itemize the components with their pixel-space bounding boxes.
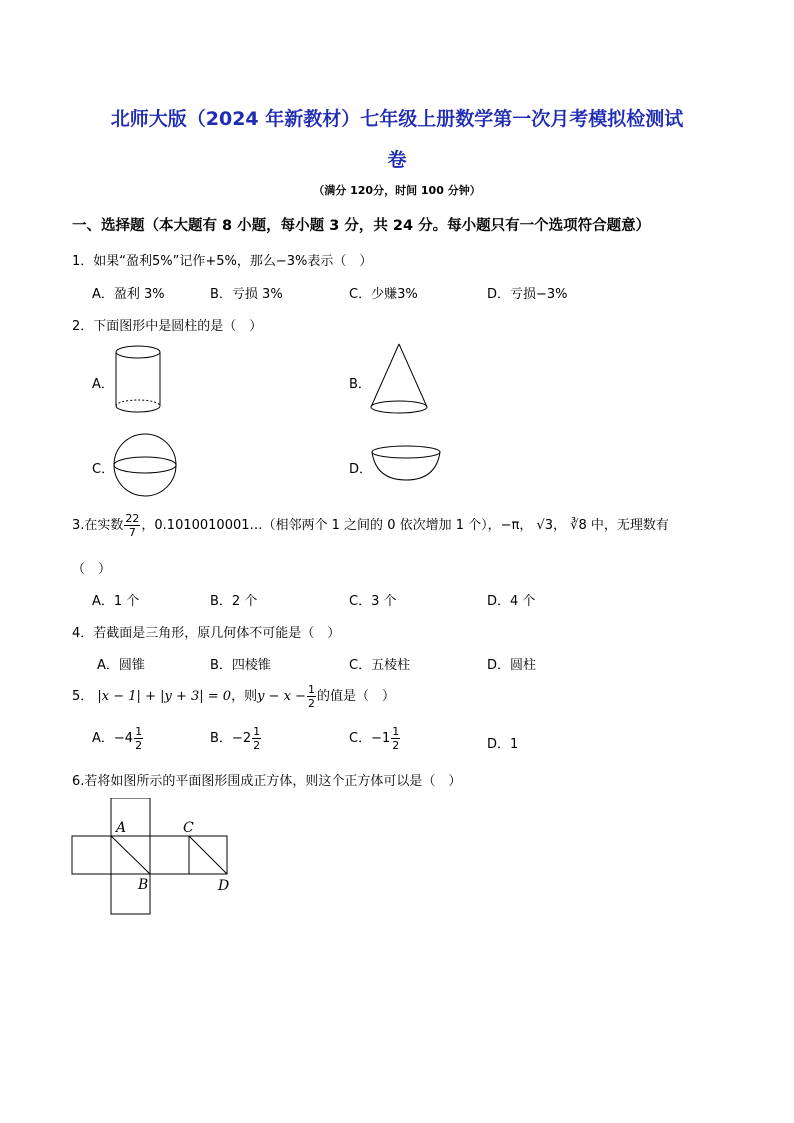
q5-then: ，则	[231, 689, 258, 704]
question-1-stem: 1．如果“盈利5%”记作+5%，那么−3%表示（ ）	[72, 254, 373, 269]
q5-frac-num: 1	[307, 683, 315, 696]
q2-option-b: B．	[349, 377, 371, 392]
q3-middle: ，0.1010010001…（相邻两个 1 之间的 0 依次增加 1 个），−π，	[141, 518, 533, 533]
q3-option-d: D．4 个	[487, 594, 536, 609]
exam-subtitle: （满分 120分，时间 100 分钟）	[313, 184, 481, 197]
q5-b-whole: −2	[231, 731, 252, 746]
q5-option-b	[210, 726, 262, 751]
q3-option-b: B．2 个	[210, 594, 258, 609]
q3-option-c: C．3 个	[349, 594, 397, 609]
q5-option-a	[92, 726, 144, 751]
q3-sqrt3: √3	[536, 518, 554, 533]
q2-option-d: D．	[349, 462, 373, 477]
q5-option-c	[349, 726, 401, 751]
label-a: A	[116, 820, 127, 836]
q5-c-label: C．	[349, 731, 372, 746]
label-c: C	[183, 820, 194, 836]
q3-prefix: 3.在实数	[72, 518, 124, 533]
q3-line2: （ ）	[72, 562, 112, 577]
label-d: D	[218, 878, 230, 894]
q1-option-a: A．盈利 3%	[92, 287, 165, 302]
q5-frac-den: 2	[307, 697, 315, 710]
cone-icon	[366, 340, 432, 418]
q2-option-c: C．	[92, 462, 115, 477]
fraction-22-7	[124, 513, 140, 538]
q5-b-den: 2	[253, 739, 261, 752]
fraction-1-2	[307, 684, 316, 709]
q5-option-d	[487, 733, 518, 752]
q5-a-whole: −4	[113, 731, 134, 746]
q5-suffix: 的值是（ ）	[316, 689, 395, 704]
q5-c-num: 1	[392, 725, 400, 738]
page-title-continued: 卷	[387, 149, 407, 171]
q5-a-label: A．	[92, 731, 114, 746]
q5-d-label: D．	[487, 737, 511, 752]
cube-net-diagram	[70, 798, 240, 918]
sphere-icon	[110, 430, 180, 500]
q4-option-d: D．圆柱	[487, 658, 537, 673]
q4-option-a: A．圆锥	[97, 658, 145, 673]
label-b: B	[138, 877, 149, 893]
q5-c-whole: −1	[371, 731, 391, 746]
question-4-stem: 4．若截面是三角形，原几何体不可能是（ ）	[72, 626, 341, 641]
q3-frac-den: 7	[128, 526, 136, 539]
q3-suffix: 中，无理数有	[590, 518, 669, 533]
question-6-stem: 6.若将如图所示的平面图形围成正方体，则这个正方体可以是（ ）	[72, 774, 462, 789]
bowl-icon	[368, 442, 444, 484]
q3-option-a: A．1 个	[92, 594, 140, 609]
question-5-stem	[72, 684, 395, 709]
q3-cbrt8: ∛8	[570, 518, 587, 533]
q4-option-c: C．五棱柱	[349, 658, 411, 673]
diagonal-cd	[189, 836, 227, 874]
q1-option-b: B．亏损 3%	[210, 287, 283, 302]
q5-expression: y − x −	[257, 689, 306, 704]
q3-frac-num: 22	[125, 512, 140, 525]
q5-a-num: 1	[135, 725, 143, 738]
question-3-stem	[72, 513, 669, 538]
q1-option-c: C．少赚3%	[349, 287, 418, 302]
q5-b-label: B．	[210, 731, 232, 746]
diagonal-ab	[111, 836, 150, 874]
q4-option-b: B．四棱锥	[210, 658, 271, 673]
q5-b-num: 1	[253, 725, 261, 738]
page-title: 北师大版（2024 年新教材）七年级上册数学第一次月考模拟检测试	[110, 108, 684, 130]
q5-a-den: 2	[135, 739, 143, 752]
q5-d-whole: 1	[510, 737, 519, 752]
q1-option-d: D．亏损−3%	[487, 287, 568, 302]
net-square-left	[72, 836, 111, 874]
q5-b-fraction	[252, 726, 261, 751]
net-square-right	[150, 836, 189, 874]
q5-prefix: 5．	[72, 689, 94, 704]
cylinder-icon	[110, 343, 166, 417]
q2-option-a: A．	[92, 377, 114, 392]
q5-c-den: 2	[392, 739, 400, 752]
q5-equation: |x − 1| + |y + 3| = 0	[97, 689, 232, 704]
section-heading: 一、选择题（本大题有 8 小题，每小题 3 分，共 24 分。每小题只有一个选项符合题意）	[72, 218, 651, 234]
q5-a-fraction	[134, 726, 143, 751]
q3-sep: ，	[553, 518, 567, 533]
q5-c-fraction	[391, 726, 400, 751]
question-2-stem: 2．下面图形中是圆柱的是（ ）	[72, 319, 263, 334]
